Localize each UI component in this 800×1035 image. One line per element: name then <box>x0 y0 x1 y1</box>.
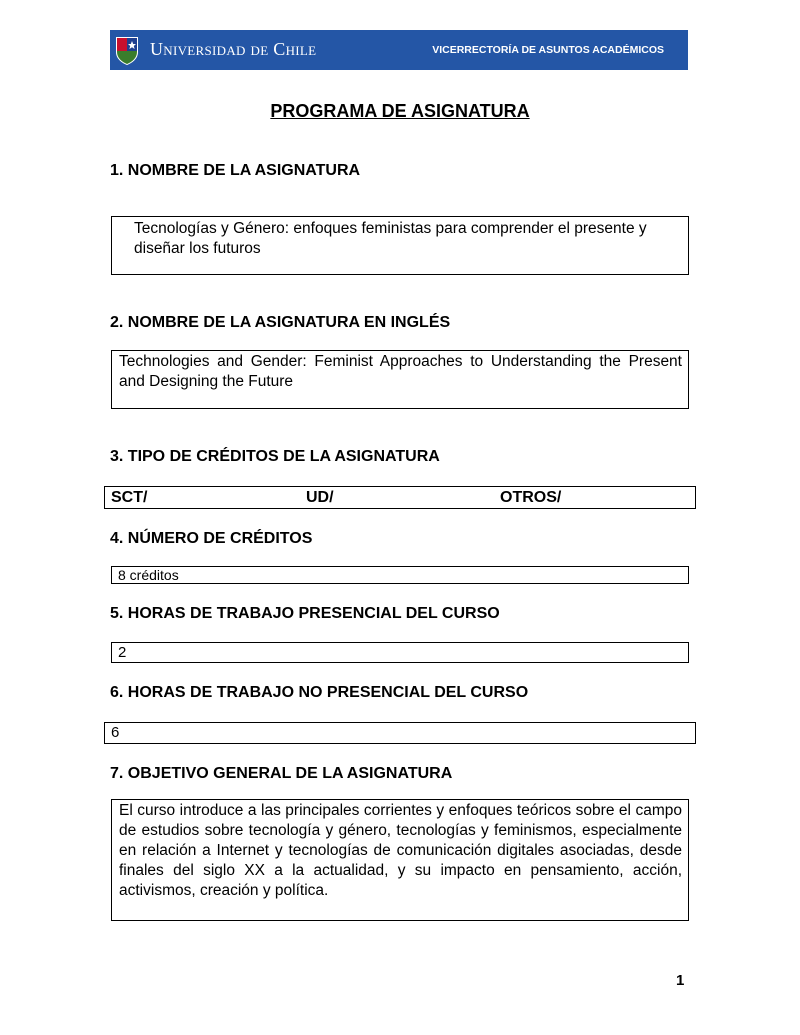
section-5-heading: 5. HORAS DE TRABAJO PRESENCIAL DEL CURSO <box>110 605 500 622</box>
section-4-heading: 4. NÚMERO DE CRÉDITOS <box>110 530 313 547</box>
sct-label: SCT/ <box>111 489 148 506</box>
credits-number-box: 8 créditos <box>111 566 689 584</box>
page-number: 1 <box>676 972 685 989</box>
vicerrectoria-label: VICERRECTORÍA DE ASUNTOS ACADÉMICOS <box>432 44 664 56</box>
page-title: PROGRAMA DE ASIGNATURA <box>270 101 530 121</box>
university-name: Universidad de Chile <box>150 39 317 59</box>
credit-type-box <box>104 486 696 509</box>
ud-label: UD/ <box>306 489 334 506</box>
university-crest-icon <box>114 34 140 66</box>
section-2-heading: 2. NOMBRE DE LA ASIGNATURA EN INGLÉS <box>110 314 451 331</box>
section-7-heading: 7. OBJETIVO GENERAL DE LA ASIGNATURA <box>110 765 453 782</box>
general-objective-box: El curso introduce a las principales corrientes y enfoques teóricos sobre el campo de estudios sobre tecnología y género, tecnologías y feminismos, especialmente en relación a Internet y tecnologías de comunicación digitales asociadas, desde finales del siglo XX a la actualidad, y su impacto en pensamiento, acción, activismos, creación y política. <box>111 799 689 921</box>
section-6-heading: 6. HORAS DE TRABAJO NO PRESENCIAL DEL CURSO <box>110 684 529 701</box>
section-1-heading: 1. NOMBRE DE LA ASIGNATURA <box>110 162 361 179</box>
course-name-english-box: Technologies and Gender: Feminist Approaches to Understanding the Present and Designing the Future <box>111 350 689 409</box>
course-name-box: Tecnologías y Género: enfoques feministas para comprender el presente y diseñar los futuros <box>111 216 689 275</box>
section-3-heading: 3. TIPO DE CRÉDITOS DE LA ASIGNATURA <box>110 448 440 465</box>
header-banner <box>110 30 688 70</box>
offsite-hours-box: 6 <box>104 722 696 744</box>
onsite-hours-box: 2 <box>111 642 689 663</box>
otros-label: OTROS/ <box>500 489 562 506</box>
